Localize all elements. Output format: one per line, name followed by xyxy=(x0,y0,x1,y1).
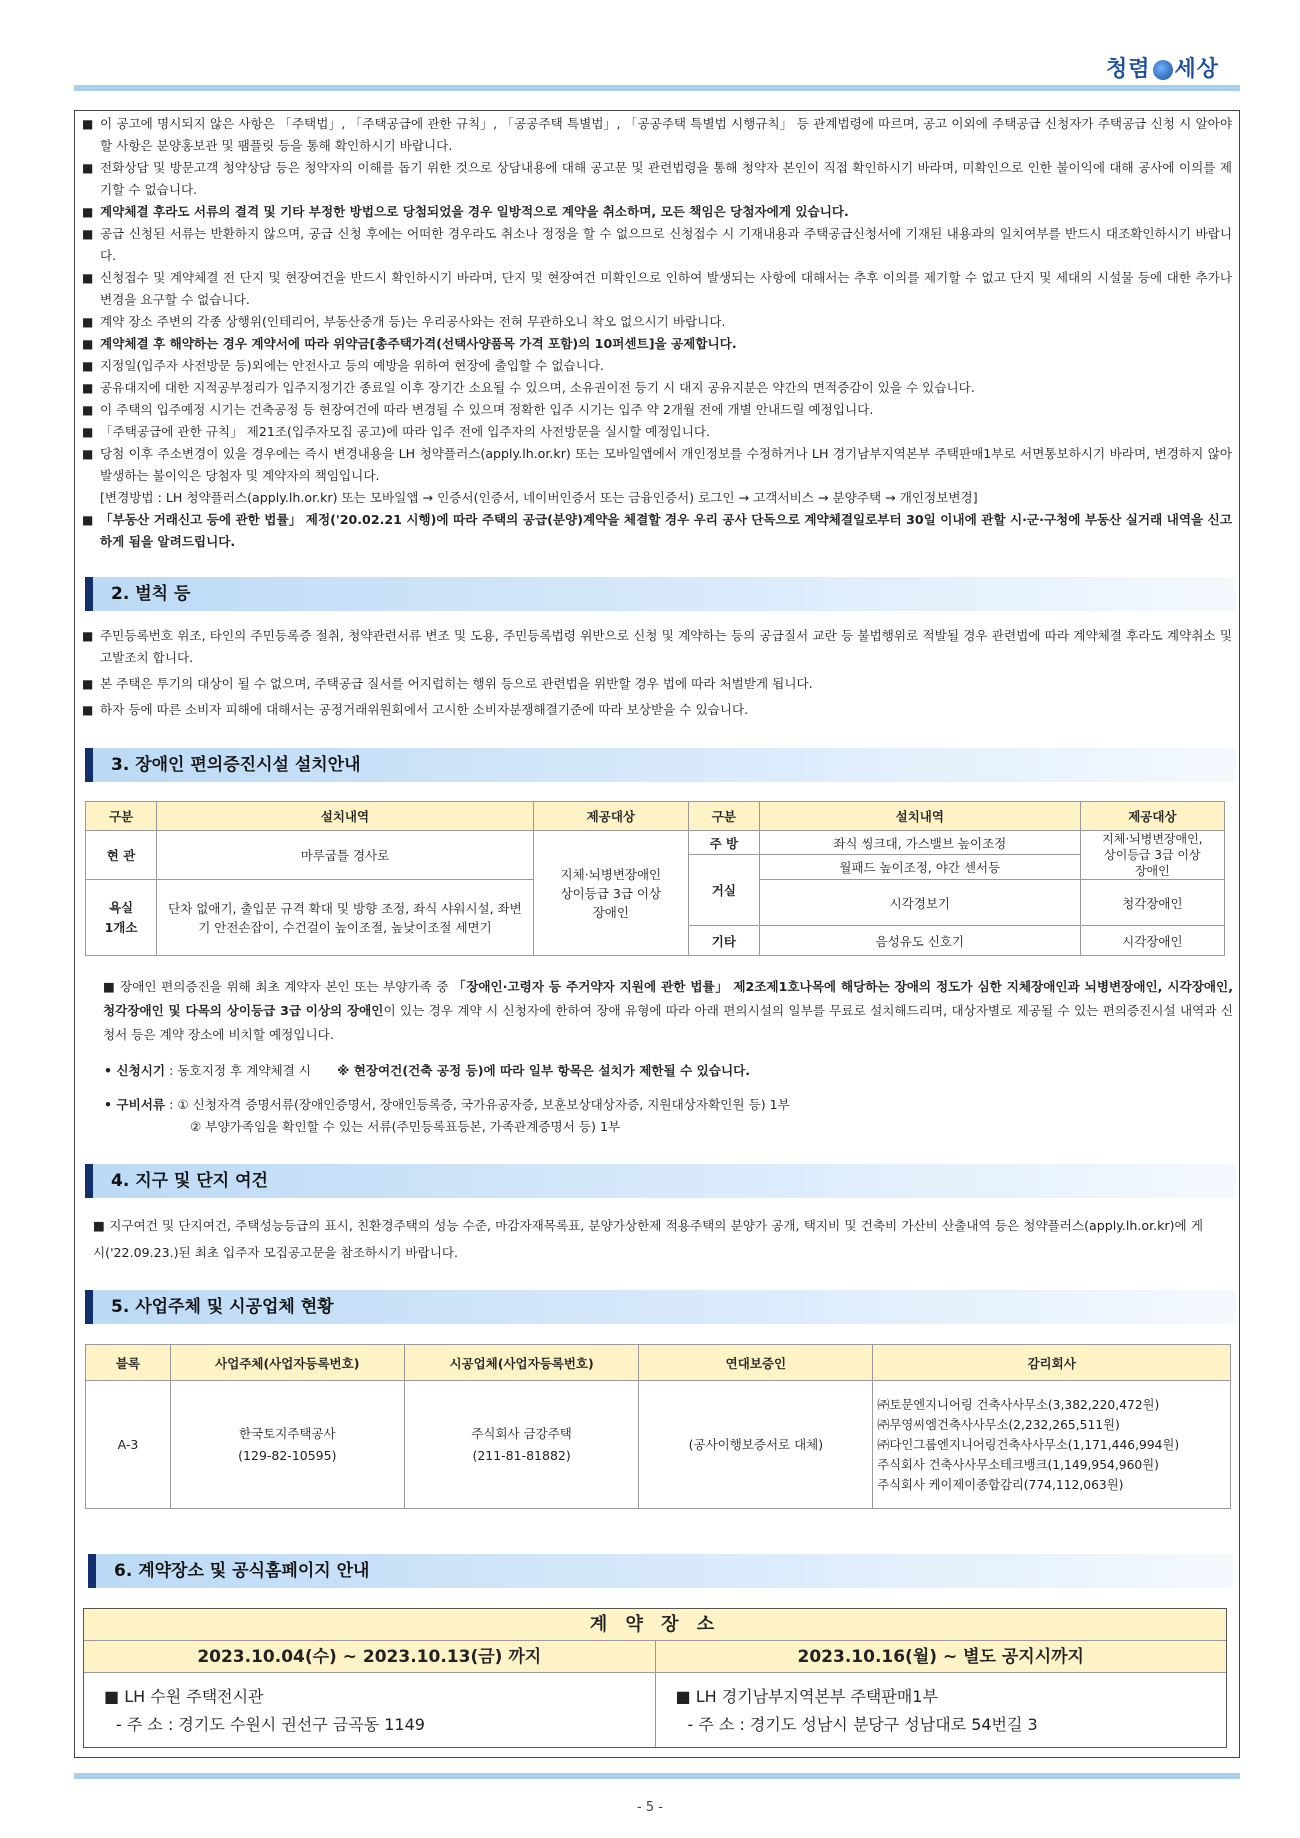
note-item: ■ 「주택공급에 관한 규칙」 제21조(입주자모집 공고)에 따라 입주 전에 입주자의 사전방문을 실시할 예정입니다. xyxy=(82,424,711,439)
cell-builder: 주식회사 금강주택 (211-81-81882) xyxy=(404,1381,639,1509)
district-note: ■ 지구여건 및 단지여건, 주택성능등급의 표시, 친환경주택의 성능 수준, 마감자재목록표, 분양가상한제 적용주택의 분양가 공개, 택지비 및 건축비 가산비 산출내역 등은 청약플러스(apply.lh.or.kr)에 게시('22.09.23.)된 최초 입주자 모집공고문을 참조하시기 바랍니다. xyxy=(93,1218,1203,1260)
section-4-header: 4. 지구 및 단지 여건 xyxy=(85,1164,1235,1198)
cell-category: 주 방 xyxy=(688,831,759,855)
cell-guarantor: (공사이행보증서로 대체) xyxy=(639,1381,873,1509)
note-item: ■ 이 주택의 입주예정 시기는 건축공정 등 현장여건에 따라 변경될 수 있으며 정확한 입주 시기는 입주 약 2개월 전에 개별 안내드릴 예정입니다. xyxy=(82,402,874,417)
cell-item: 단차 없애기, 출입문 규격 확대 및 방향 조정, 좌식 샤워시설, 좌변기 안전손잡이, 수건걸이 높이조절, 높낮이조절 세면기 xyxy=(157,880,534,956)
cell-target: 시각장애인 xyxy=(1080,926,1224,956)
auditor-item: ㈜무영씨엠건축사사무소(2,232,265,511원) xyxy=(877,1417,1120,1432)
cell-target: 청각장애인 xyxy=(1080,880,1224,926)
contractor-table xyxy=(85,1344,1231,1509)
page-number: - 5 - xyxy=(637,1800,663,1815)
place-address: - 주 소 : 경기도 수원시 권선구 금곡동 1149 xyxy=(116,1715,425,1734)
cell-category: 현 관 xyxy=(86,831,157,880)
cell-owner: 한국토지주택공사 (129-82-10595) xyxy=(170,1381,404,1509)
table-header: 제공대상 xyxy=(1080,802,1224,831)
required-docs: • 구비서류 : ① 신청자격 증명서류(장애인증명서, 장애인등록증, 국가유공자증, 보훈보상대상자증, 지원대상자확인원 등) 1부 ② 부양가족임을 확인할 수 있는 서류(주민등록표등본, 가족관계증명서 등) 1부 xyxy=(104,1097,790,1134)
section-3-header: 3. 장애인 편의증진시설 설치안내 xyxy=(85,748,1235,782)
logo-text-left: 청렴 xyxy=(1106,56,1151,82)
note-item: ■ 계약 장소 주변의 각종 상행위(인테리어, 부동산중개 등)는 우리공사와는 전혀 무관하오니 착오 없으시기 바랍니다. xyxy=(82,314,726,329)
place-address: - 주 소 : 경기도 성남시 분당구 성남대로 54번길 3 xyxy=(687,1715,1038,1734)
cell-target: 지체·뇌병변장애인, 상이등급 3급 이상 장애인 xyxy=(1080,831,1224,880)
penalty-list xyxy=(82,625,1232,721)
place-name: ■ LH 경기남부지역본부 주택판매1부 xyxy=(675,1687,938,1706)
table-header: 구분 xyxy=(86,802,157,831)
section-2-header: 2. 벌칙 등 xyxy=(85,577,1235,611)
location-title: 계 약 장 소 xyxy=(84,1609,1226,1641)
penalty-item: ■ 본 주택은 투기의 대상이 될 수 없으며, 주택공급 질서를 어지럽히는 행위 등으로 관련법을 위반할 경우 법에 따라 처벌받게 됩니다. xyxy=(82,676,813,691)
table-header: 연대보증인 xyxy=(639,1345,873,1381)
cell-item: 월패드 높이조정, 야간 센서등 xyxy=(759,855,1080,880)
note-item: ■ 계약체결 후 해약하는 경우 계약서에 따라 위약금[총주택가격(선택사양품목 가격 포함)의 10퍼센트]을 공제합니다. xyxy=(82,336,737,351)
apply-period: • 신청시기 : 동호지정 후 계약체결 시 ※ 현장여건(건축 공정 등)에 따라 일부 항목은 설치가 제한될 수 있습니다. xyxy=(104,1063,751,1078)
period-left: 2023.10.04(수) ~ 2023.10.13(금) 까지 xyxy=(84,1641,656,1673)
note-item: ■ 「부동산 거래신고 등에 관한 법률」 제정('20.02.21 시행)에 따라 주택의 공급(분양)계약을 체결할 경우 우리 공사 단독으로 계약체결일로부터 30일 이내에 관할 시·군·구청에 부동산 실거래 내역을 신고하게 됨을 알려드립니다. xyxy=(82,512,1232,549)
top-divider xyxy=(74,85,1240,91)
cell-item: 좌식 씽크대, 가스밸브 높이조정 xyxy=(759,831,1080,855)
period-right: 2023.10.16(월) ~ 별도 공지시까지 xyxy=(656,1641,1227,1673)
auditor-item: ㈜토문엔지니어링 건축사사무소(3,382,220,472원) xyxy=(877,1397,1160,1412)
facility-table xyxy=(85,801,1225,956)
facility-note: ■ 장애인 편의증진을 위해 최초 계약자 본인 또는 부양가족 중 「장애인·고령자 등 주거약자 지원에 관한 법률」 제2조제1호나목에 해당하는 장애의 정도가 심한 지체장애인과 뇌병변장애인, 시각장애인, 청각장애인 및 다목의 상이등급 3급 이상의 장애인이 있는 경우 계약 시 신청자에 한하여 장애 유형에 따라 아래 편의시설의 일부를 무료로 설치해드리며, 대상자별로 제공될 수 있는 편의증진시설 내역과 신청서 등은 계약 장소에 비치할 예정입니다. xyxy=(103,979,1233,1042)
cell-auditors xyxy=(873,1381,1231,1509)
note-item: ■ 지정일(입주자 사전방문 등)외에는 안전사고 등의 예방을 위하여 현장에 출입할 수 없습니다. xyxy=(82,358,604,373)
logo-emblem-icon xyxy=(1153,60,1173,80)
note-item: ■ 신청접수 및 계약체결 전 단지 및 현장여건을 반드시 확인하시기 바라며, 단지 및 현장여건 미확인으로 인하여 발생되는 사항에 대해서는 추후 이의를 제기할 수 없고 단지 및 세대의 시설물 등에 대한 추가나 변경을 요구할 수 없습니다. xyxy=(82,270,1232,307)
notice-list xyxy=(82,113,1232,553)
note-item: ■ 계약체결 후라도 서류의 결격 및 기타 부정한 방법으로 당첨되었을 경우 일방적으로 계약을 취소하며, 모든 책임은 당첨자에게 있습니다. xyxy=(82,204,849,219)
note-item: ■ 공유대지에 대한 지적공부정리가 입주지정기간 종료일 이후 장기간 소요될 수 있으며, 소유권이전 등기 시 대지 공유지분은 약간의 면적증감이 있을 수 있습니다. xyxy=(82,380,975,395)
table-header: 시공업체(사업자등록번호) xyxy=(404,1345,639,1381)
penalty-item: ■ 하자 등에 따른 소비자 피해에 대해서는 공정거래위원회에서 고시한 소비자분쟁해결기준에 따라 보상받을 수 있습니다. xyxy=(82,702,749,717)
cell-category: 욕실 1개소 xyxy=(86,880,157,956)
table-header: 사업주체(사업자등록번호) xyxy=(170,1345,404,1381)
table-row xyxy=(86,1381,1231,1509)
penalty-item: ■ 주민등록번호 위조, 타인의 주민등록증 절취, 청약관련서류 변조 및 도용, 주민등록법령 위반으로 신청 및 계약하는 등의 공급질서 교란 등 불법행위로 적발될 경우 관련법에 따라 계약체결 후라도 계약취소 및 고발조치 합니다. xyxy=(82,628,1232,665)
note-item: ■ 이 공고에 명시되지 않은 사항은 「주택법」, 「주택공급에 관한 규칙」, 「공공주택 특별법」, 「공공주택 특별법 시행규칙」 등 관계법령에 따르며, 공고 이외에 주택공급 신청자가 주택공급 신청 시 알아야 할 사항은 분양홍보관 및 팸플릿 등을 통해 확인하시기 바랍니다. xyxy=(82,116,1232,153)
cell-item: 마루굽틀 경사로 xyxy=(157,831,534,880)
cell-category: 거실 xyxy=(688,855,759,926)
location-left xyxy=(84,1673,656,1747)
table-header: 감리회사 xyxy=(873,1345,1231,1381)
note-item: ■ 전화상담 및 방문고객 청약상담 등은 청약자의 이해를 돕기 위한 것으로 상담내용에 대해 공고문 및 관련법령을 통해 청약자 본인이 직접 확인하시기 바라며, 미확인으로 인한 불이익에 대해 공사에 이의를 제기할 수 없습니다. xyxy=(82,160,1232,197)
auditor-item: ㈜다인그룹엔지니어링건축사사무소(1,171,446,994원) xyxy=(877,1437,1180,1452)
logo-text-right: 세상 xyxy=(1174,56,1220,82)
place-name: ■ LH 수원 주택전시관 xyxy=(104,1687,264,1706)
section-5-header: 5. 사업주체 및 시공업체 현황 xyxy=(85,1290,1235,1324)
cell-item: 음성유도 신호기 xyxy=(759,926,1080,956)
auditor-item: 주식회사 케이제이종합감리(774,112,063원) xyxy=(877,1477,1124,1492)
note-item: ■ 당첨 이후 주소변경이 있을 경우에는 즉시 변경내용을 LH 청약플러스(apply.lh.or.kr) 또는 모바일앱에서 개인정보를 수정하거나 LH 경기남부지역본부 주택판매1부로 서면통보하시기 바라며, 변경하지 않아 발생하는 불이익은 당첨자 및 계약자의 책임입니다. xyxy=(82,446,1232,483)
table-header: 블록 xyxy=(86,1345,171,1381)
bottom-divider xyxy=(74,1773,1240,1779)
location-right xyxy=(656,1673,1227,1747)
table-header: 설치내역 xyxy=(759,802,1080,831)
contract-location-box xyxy=(83,1608,1227,1748)
table-header: 설치내역 xyxy=(157,802,534,831)
cell-target: 지체·뇌병변장애인 상이등급 3급 이상 장애인 xyxy=(533,831,688,956)
logo xyxy=(1106,52,1219,83)
note-subitem: [변경방법 : LH 청약플러스(apply.lh.or.kr) 또는 모바일앱 → 인증서(인증서, 네이버인증서 또는 금융인증서) 로그인 → 고객서비스 → 분양주택 → 개인정보변경] xyxy=(100,490,978,505)
table-header: 구분 xyxy=(688,802,759,831)
table-header: 제공대상 xyxy=(533,802,688,831)
note-item: ■ 공급 신청된 서류는 반환하지 않으며, 공급 신청 후에는 어떠한 경우라도 취소나 정정을 할 수 없으므로 신청접수 시 기재내용과 주택공급신청서에 기재된 내용과의 일치여부를 반드시 대조확인하시기 바랍니다. xyxy=(82,226,1232,263)
auditor-item: 주식회사 건축사사무소테크뱅크(1,149,954,960원) xyxy=(877,1457,1159,1472)
cell-category: 기타 xyxy=(688,926,759,956)
cell-item: 시각경보기 xyxy=(759,880,1080,926)
cell-block: A-3 xyxy=(86,1381,171,1509)
section-6-header: 6. 계약장소 및 공식홈페이지 안내 xyxy=(88,1554,1233,1588)
